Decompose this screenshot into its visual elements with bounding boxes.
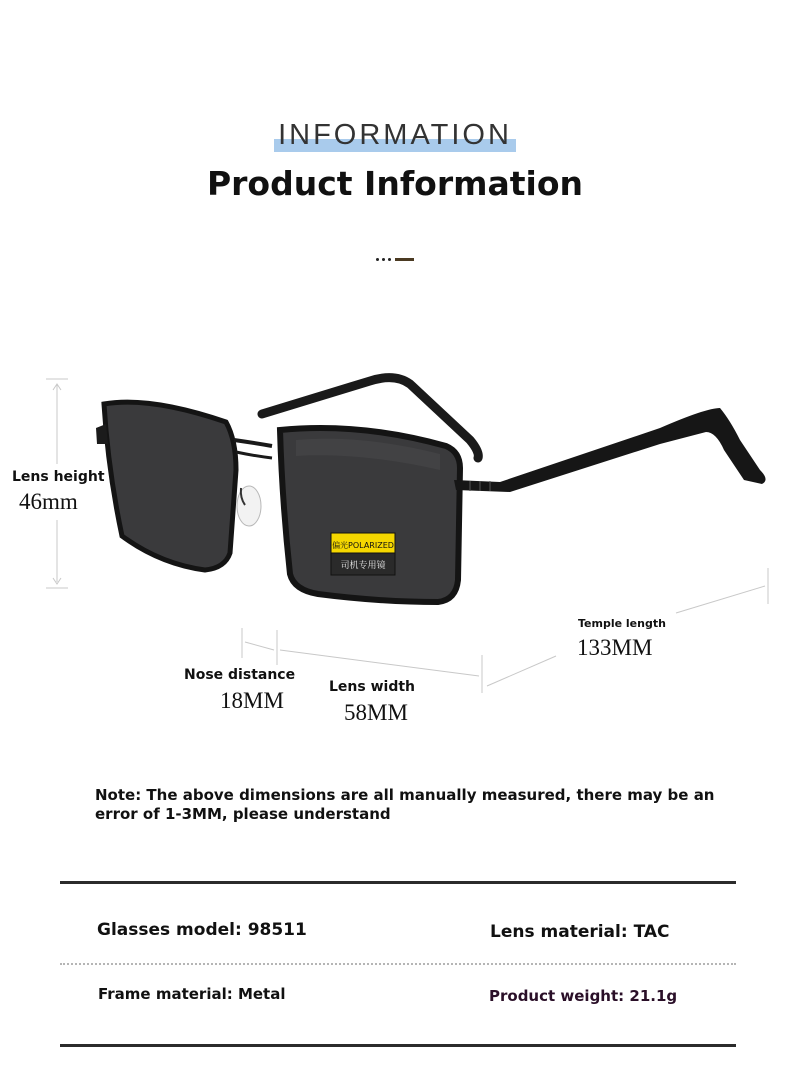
polarized-badge <box>331 533 395 575</box>
lens-width-value: 58MM <box>344 700 408 725</box>
temple-length-value: 133MM <box>577 635 653 660</box>
nose-distance-label: Nose distance <box>184 667 296 683</box>
glasses-model: Glasses model: 98511 <box>97 920 307 940</box>
eyebrow-text <box>274 118 516 152</box>
table-top-rule <box>60 881 736 884</box>
sunglasses-illustration <box>0 360 790 710</box>
badge-top-text: 偏光POLARIZED <box>332 541 394 550</box>
nose-distance-value: 18MM <box>220 688 284 713</box>
left-lens-icon <box>104 402 236 570</box>
eyebrow-label: INFORMATION <box>278 119 512 151</box>
frame-material: Frame material: Metal <box>98 985 286 1003</box>
section-eyebrow <box>0 118 790 152</box>
page-title: Product Information <box>206 164 584 203</box>
table-bottom-rule <box>60 1044 736 1047</box>
temple-length-label: Temple length <box>578 617 666 630</box>
badge-bottom-text: 司机专用镜 <box>340 561 386 571</box>
title-decoration <box>376 249 414 268</box>
measurement-note: Note: The above dimensions are all manually measured, there may be an error of 1-3MM, please understand <box>95 786 715 823</box>
lens-height-value: 46mm <box>19 489 78 514</box>
lens-width-label: Lens width <box>329 679 416 695</box>
lens-material: Lens material: TAC <box>490 922 670 942</box>
page-title-wrap <box>0 164 790 203</box>
table-divider <box>60 963 736 965</box>
product-weight: Product weight: 21.1g <box>489 987 678 1005</box>
lens-height-label: Lens height <box>12 469 105 485</box>
